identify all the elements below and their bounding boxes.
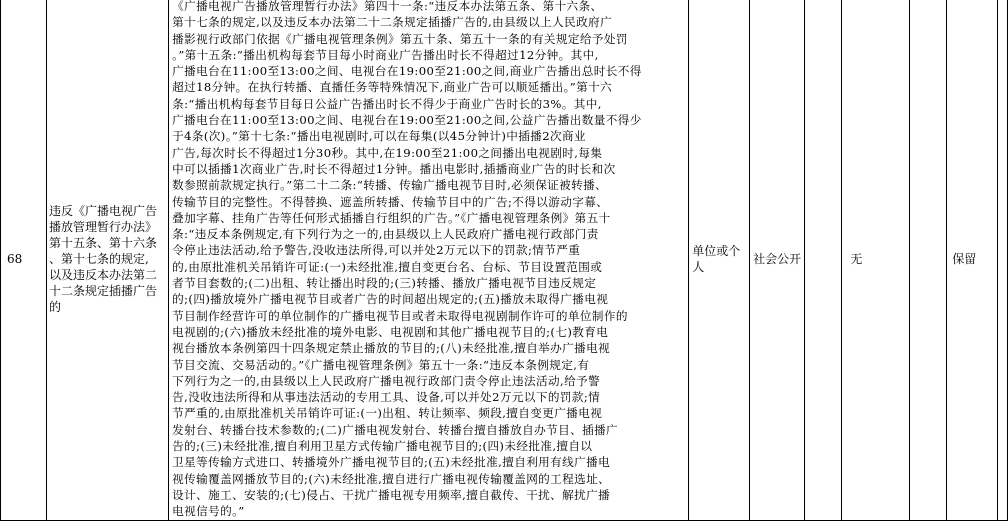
text-line: 《广播电视广告播放管理暂行办法》第四十一条:“违反本办法第五条、第十六条、: [172, 0, 603, 13]
text-line: 者节目套数的;(二)出租、转让播出时段的;(三)转播、播放广播电视节目违反规定: [172, 276, 597, 291]
text-line: 第十七条的规定,以及违反本办法第二十二条规定插播广告的,由县级以上人民政府广: [172, 15, 613, 30]
text-line: 数参照前款规定执行。”第二十二条:“转播、传输广播电视节目时,必须保证被转播、: [172, 178, 608, 193]
text-line: 告的;(三)未经批准,擅自利用卫星方式传输广播电视节目的;(四)未经批准,擅自以: [172, 439, 593, 454]
empty-cell: [998, 0, 1008, 520]
text-line: 发射台、转播台技术参数的;(二)广播电视发射台、转播台擅自播放自办节目、插播广: [172, 422, 619, 437]
item-name-cell: [47, 0, 169, 520]
text-line: 卫星等传输方式进口、转播境外广播电视节目的;(五)未经批准,擅自利用有线广播电: [172, 455, 611, 470]
text-line: 的: [49, 299, 62, 314]
text-line: 。”第十五条:“播出机构每套节目每小时商业广告播出时长不得超过12分钟。其中,: [172, 47, 599, 62]
text-line: 广播电台在11:00至13:00之间、电视台在19:00至21:00之间,公益广告播出数量不得少: [172, 113, 642, 128]
text-line: 条:“违反本条例规定,有下列行为之一的,由县级以上人民政府广播电视行政部门责: [172, 227, 599, 242]
text-line: 设计、施工、安装的;(七)侵占、干扰广播电视专用频率,擅自截传、干扰、解扰广播: [172, 487, 611, 502]
text-line: 于4条(次)。”第十七条:“播出电视剧时,可以在每集(以45分钟计)中插播2次商业: [172, 129, 586, 144]
text-line: 电视剧的;(六)播放未经批准的境外电影、电视剧和其他广播电视节目的;(七)教育电: [172, 324, 609, 339]
text-line: 以及违反本办法第二: [49, 267, 158, 282]
table-row: [1, 0, 1008, 520]
text-line: 视传输覆盖网播放节目的;(六)未经批准,擅自进行广播电视传输覆盖网的工程选址、: [172, 471, 611, 486]
empty-cell: [805, 0, 842, 520]
text-line: 超过18分钟。在执行转播、直播任务等特殊情况下,商业广告可以顺延播出。”第十六: [172, 80, 613, 95]
empty-cell: [910, 0, 947, 520]
text-line: 播放管理暂行办法》: [49, 219, 158, 234]
text-line: 节严重的,由原批准机关吊销许可证:(一)出租、转让频率、频段,擅自变更广播电视: [172, 406, 603, 421]
text-line: 的;(四)播放境外广播电视节目或者广告的时间超出规定的;(五)播放未取得广播电视: [172, 292, 609, 307]
publicity-method: 社会公开: [750, 0, 805, 520]
text-line: 下列行为之一的,由县级以上人民政府广播电视行政部门责令停止违法活动,给予警: [172, 373, 601, 388]
text-line: 告,没收违法所得和从事违法活动的专用工具、设备,可以并处2万元以下的罚款;情: [172, 390, 601, 405]
fee-cell: 无: [842, 0, 910, 520]
status-cell: 保留: [947, 0, 998, 520]
text-line: 传输节目的完整性。不得替换、遮盖所转播、传输节目中的广告;不得以游动字幕、: [172, 194, 609, 209]
text-line: 十二条规定插播广告: [49, 283, 158, 298]
text-line: 视台播放本条例第四十四条规定禁止播放的节目的;(八)未经批准,擅自举办广播电视: [172, 341, 611, 356]
text-line: 叠加字幕、挂角广告等任何形式插播自行组织的广告。”《广播电视管理条例》第五十: [172, 210, 611, 225]
legal-basis-text: [169, 0, 688, 520]
text-line: 令停止违法活动,给予警告,没收违法所得,可以并处2万元以下的罚款;情节严重: [172, 243, 581, 258]
text-line: 的,由原批准机关吊销许可证:(一)未经批准,擅自变更台名、台标、节目设置范围或: [172, 259, 603, 274]
text-line: 中可以插播1次商业广告,时长不得超过1分钟。播出电影时,插播商业广告的时长和次: [172, 161, 616, 176]
text-line: 单位或个: [692, 243, 741, 258]
text-line: 广播电台在11:00至13:00之间、电视台在19:00至21:00之间,商业广告播出总时长不得: [172, 64, 642, 79]
text-line: 广告,每次时长不得超过1分30秒。其中,在19:00至21:00之间播出电视剧时,每集: [172, 145, 603, 160]
text-line: 条:“播出机构每套节目每日公益广告播出时长不得少于商业广告时长的3%。其中,: [172, 96, 602, 111]
text-line: 第十五条、第十六条: [49, 235, 158, 250]
text-line: 节目制作经营许可的单位制作的广播电视节目或者未取得电视剧制作许可的单位制作的: [172, 308, 628, 323]
subject-cell: [689, 0, 750, 520]
row-number: 68: [1, 0, 47, 520]
text-line: 违反《广播电视广告: [49, 203, 158, 218]
text-line: 人: [692, 259, 705, 274]
subject-text: [692, 243, 746, 275]
text-line: 节目交流、交易活动的。”《广播电视管理条例》第五十一条:“违反本条例规定,有: [172, 357, 590, 372]
text-line: 播影视行政部门依据《广播电视管理条例》第五十条、第五十一条的有关规定给予处罚: [172, 31, 628, 46]
item-name: [49, 203, 166, 315]
legal-basis-cell: [169, 0, 689, 520]
text-line: 电视信号的。”: [172, 504, 245, 519]
text-line: 、第十七条的规定,: [49, 251, 149, 266]
